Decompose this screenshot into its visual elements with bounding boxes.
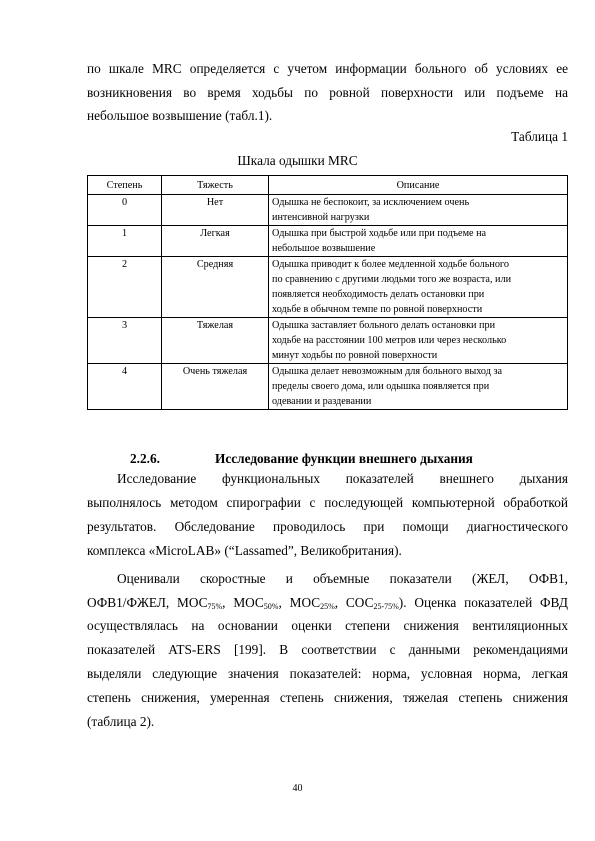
table-number: Таблица 1: [511, 129, 568, 144]
paragraph-line: степень снижения, умеренная степень снижения, тяжелая степень снижения: [87, 690, 568, 705]
description-line: Одышка не беспокоит, за исключением очень: [272, 197, 470, 208]
description-cell: [269, 257, 568, 318]
paragraph-line: комплекса «MicroLAB» (“Lassamed”, Великобритания).: [87, 543, 402, 558]
intro-line: небольшое возвышение (табл.1).: [87, 108, 273, 123]
grade-cell: 3: [88, 318, 162, 364]
table-row: [88, 257, 568, 318]
table-row: [88, 364, 568, 410]
description-line: Одышка делает невозможным для больного выход за: [272, 366, 503, 377]
severity-cell: Очень тяжелая: [162, 364, 269, 410]
severity-cell: Нет: [162, 195, 269, 226]
description-line: пределы своего дома, или одышка появляется при: [272, 381, 490, 392]
description-cell: [269, 364, 568, 410]
paragraph-line: выполнялось методом спирографии с последующей компьютерной обработкой: [87, 495, 568, 510]
paragraph-line: осуществлялась на основании оценки степени снижения вентиляционных: [87, 618, 568, 633]
paragraph-line: Исследование функциональных показателей внешнего дыхания: [117, 471, 568, 486]
severity-cell: Тяжелая: [162, 318, 269, 364]
subscript: 50%: [263, 602, 279, 611]
paragraph-line: (таблица 2).: [87, 714, 155, 729]
paragraph-line: показателей ATS-ERS [199]. В соответствии с данными рекомендациями: [87, 642, 568, 657]
text-run: ). Оценка показателей ФВД: [398, 595, 568, 610]
description-cell: [269, 226, 568, 257]
description-line: по сравнению с другими людьми того же возраста, или: [272, 274, 512, 285]
subscript: 25%: [320, 602, 335, 611]
section-title: Исследование функции внешнего дыхания: [215, 451, 473, 466]
description-line: ходьбе на расстоянии 100 метров или через несколько: [272, 335, 507, 346]
section-number: 2.2.6.: [130, 451, 160, 466]
description-cell: [269, 318, 568, 364]
description-line: ходьбе в обычном темпе по ровной поверхности: [272, 304, 483, 315]
description-line: интенсивной нагрузки: [272, 212, 370, 223]
subscript: 25-75%: [373, 602, 399, 611]
table-row: [88, 318, 568, 364]
paragraph-line: выделяли следующие значения показателей: норма, условная норма, легкая: [87, 666, 568, 681]
description-line: Одышка заставляет больного делать остановки при: [272, 320, 496, 331]
table-row: [88, 226, 568, 257]
description-line: Одышка при быстрой ходьбе или при подъеме на: [272, 228, 487, 239]
intro-line: возникновения во время ходьбы по ровной поверхности или подъеме на: [87, 85, 568, 100]
description-line: минут ходьбы по ровной поверхности: [272, 350, 438, 361]
paragraph-line: результатов. Обследование проводилось при помощи диагностического: [87, 519, 568, 534]
table-header-row: [88, 176, 568, 195]
text-run: , МОС: [278, 595, 321, 610]
subscript: 75%: [207, 602, 223, 611]
description-line: одевании и раздевании: [272, 396, 372, 407]
paragraph-line: Оценивали скоростные и объемные показатели (ЖЕЛ, ОФВ1,: [117, 571, 568, 586]
paragraph-line-with-subscripts: [87, 594, 568, 611]
header-cell: Степень: [88, 176, 162, 195]
grade-cell: 0: [88, 195, 162, 226]
table-title: Шкала одышки MRC: [237, 153, 358, 168]
description-line: появляется необходимость делать остановки при: [272, 289, 485, 300]
mrc-table: [87, 175, 568, 410]
intro-line: по шкале MRC определяется с учетом информации больного об условиях ее: [87, 61, 568, 76]
text-run: ОФВ1/ФЖЕЛ, МОС: [87, 595, 208, 610]
severity-cell: Средняя: [162, 257, 269, 318]
text-run: , МОС: [222, 595, 264, 610]
text-run: , СОС: [334, 595, 374, 610]
description-line: Одышка приводит к более медленной ходьбе больного: [272, 259, 509, 270]
grade-cell: 2: [88, 257, 162, 318]
page-number: 40: [292, 783, 303, 794]
table-row: [88, 195, 568, 226]
description-cell: [269, 195, 568, 226]
grade-cell: 4: [88, 364, 162, 410]
header-cell: Тяжесть: [162, 176, 269, 195]
header-cell: Описание: [269, 176, 568, 195]
severity-cell: Легкая: [162, 226, 269, 257]
description-line: небольшое возвышение: [272, 243, 376, 254]
grade-cell: 1: [88, 226, 162, 257]
